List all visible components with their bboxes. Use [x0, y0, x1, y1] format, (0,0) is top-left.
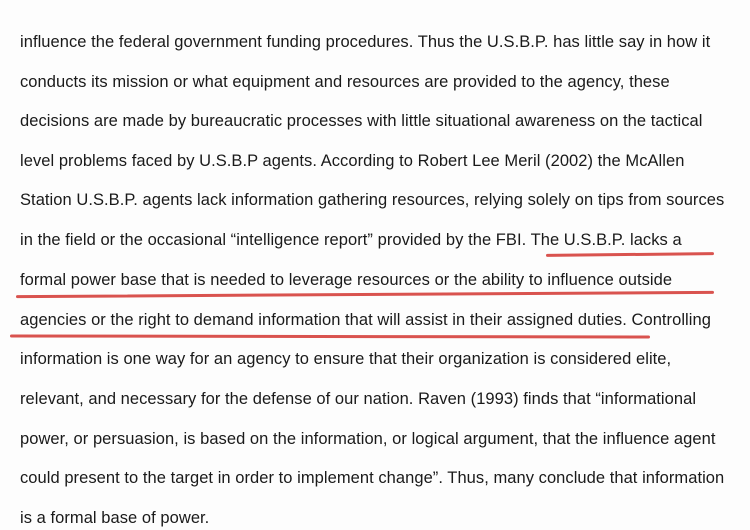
highlight-underline-1 [546, 252, 714, 257]
highlight-underline-3 [10, 334, 650, 338]
text-line-7: formal power base that is needed to leverage resources or the ability to influence outside [20, 271, 673, 289]
text-line-13: is a formal base of power. [20, 509, 210, 527]
text-line-6: in the field or the occasional “intelligence report” provided by the FBI. The U.S.B.P. lacks a [20, 231, 682, 249]
text-line-9: information is one way for an agency to ensure that their organization is considered elite, [20, 350, 672, 368]
text-line-12: could present to the target in order to implement change”. Thus, many conclude that information [20, 469, 725, 487]
text-line-2: conducts its mission or what equipment and resources are provided to the agency, these [20, 73, 670, 91]
text-line-1: influence the federal government funding procedures. Thus the U.S.B.P. has little say in how it [20, 33, 711, 51]
text-line-3: decisions are made by bureaucratic processes with little situational awareness on the tactical [20, 112, 703, 130]
text-line-10: relevant, and necessary for the defense of our nation. Raven (1993) finds that “informational [20, 390, 697, 408]
text-line-4: level problems faced by U.S.B.P agents. According to Robert Lee Meril (2002) the McAllen [20, 152, 685, 170]
text-line-5: Station U.S.B.P. agents lack information gathering resources, relying solely on tips from sources [20, 191, 725, 209]
text-line-8: agencies or the right to demand information that will assist in their assigned duties. Controlling [20, 311, 711, 329]
text-line-11: power, or persuasion, is based on the information, or logical argument, that the influence agent [20, 430, 716, 448]
highlight-underline-2 [16, 291, 714, 298]
